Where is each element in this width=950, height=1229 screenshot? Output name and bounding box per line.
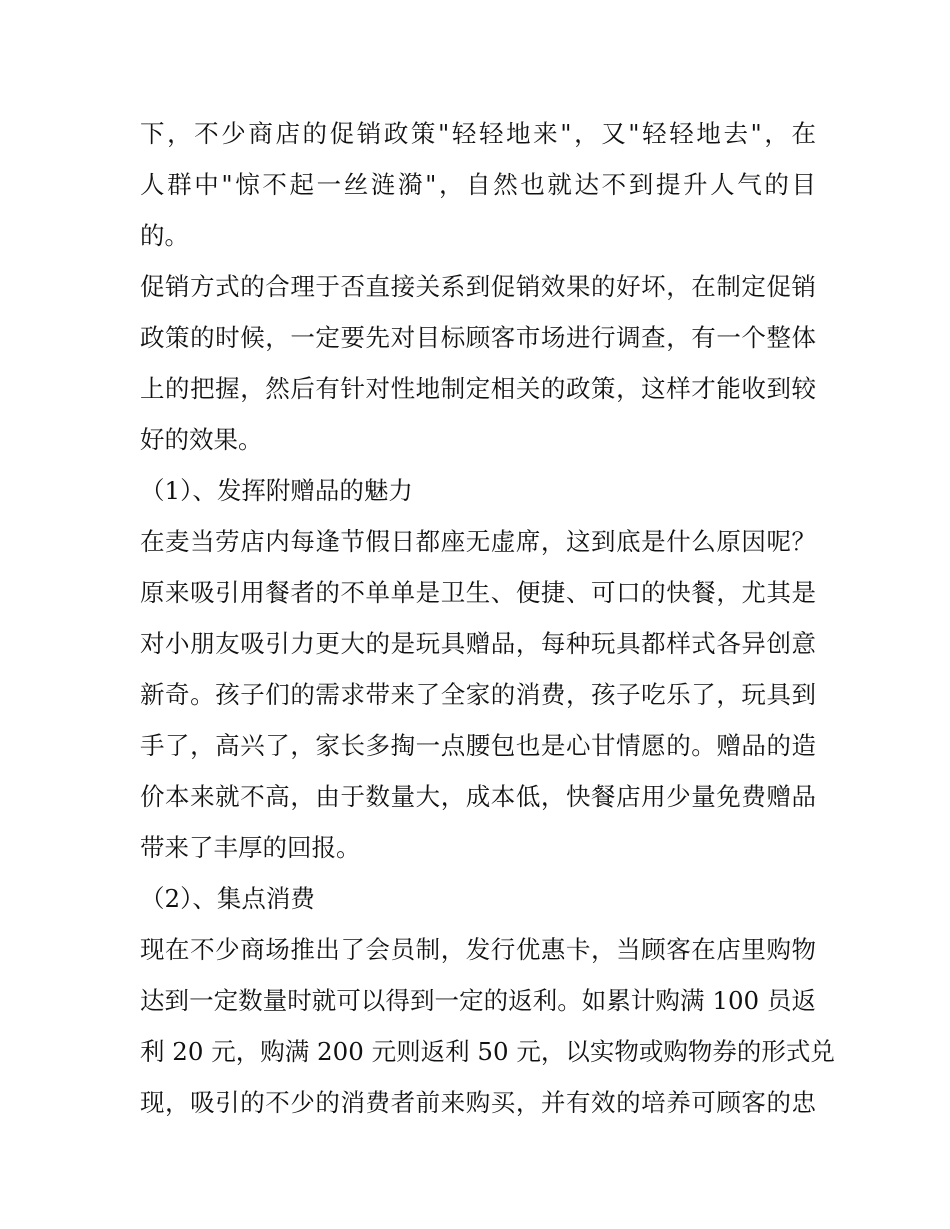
text-line: 的。 — [140, 221, 189, 250]
text-line: 现在不少商场推出了会员制，发行优惠卡，当顾客在店里购物 — [140, 935, 816, 964]
text-line: 下，不少商店的促销政策"轻轻地来"，又"轻轻地去"，在 — [140, 119, 816, 148]
text-line: 新奇。孩子们的需求带来了全家的消费，孩子吃乐了，玩具到 — [140, 680, 816, 709]
text-line: 带来了丰厚的回报。 — [140, 833, 361, 862]
document-body — [140, 108, 835, 1128]
text-line: 政策的时候，一定要先对目标顾客市场进行调查，有一个整体 — [140, 323, 816, 352]
text-line: 人群中"惊不起一丝涟漪"，自然也就达不到提升人气的目 — [140, 170, 816, 199]
text-line: 上的把握，然后有针对性地制定相关的政策，这样才能收到较 — [140, 374, 816, 403]
text-line: 对小朋友吸引力更大的是玩具赠品，每种玩具都样式各异创意 — [140, 629, 816, 658]
text-line: 原来吸引用餐者的不单单是卫生、便捷、可口的快餐，尤其是 — [140, 578, 816, 607]
text-line: 好的效果。 — [140, 425, 263, 454]
text-line: 在麦当劳店内每逢节假日都座无虚席，这到底是什么原因呢？ — [140, 527, 816, 556]
section-heading: （2）、集点消费 — [140, 884, 315, 913]
text-line: 价本来就不高，由于数量大，成本低，快餐店用少量免费赠品 — [140, 782, 816, 811]
text-line: 利 20 元，购满 200 元则返利 50 元，以实物或购物券的形式兑 — [140, 1037, 835, 1066]
section-heading: （1）、发挥附赠品的魅力 — [140, 476, 413, 505]
text-line: 手了，高兴了，家长多掏一点腰包也是心甘情愿的。赠品的造 — [140, 731, 816, 760]
text-line: 现，吸引的不少的消费者前来购买，并有效的培养可顾客的忠 — [140, 1088, 816, 1117]
text-line: 促销方式的合理于否直接关系到促销效果的好坏，在制定促销 — [140, 272, 816, 301]
text-line: 达到一定数量时就可以得到一定的返利。如累计购满 100 员返 — [140, 986, 816, 1015]
